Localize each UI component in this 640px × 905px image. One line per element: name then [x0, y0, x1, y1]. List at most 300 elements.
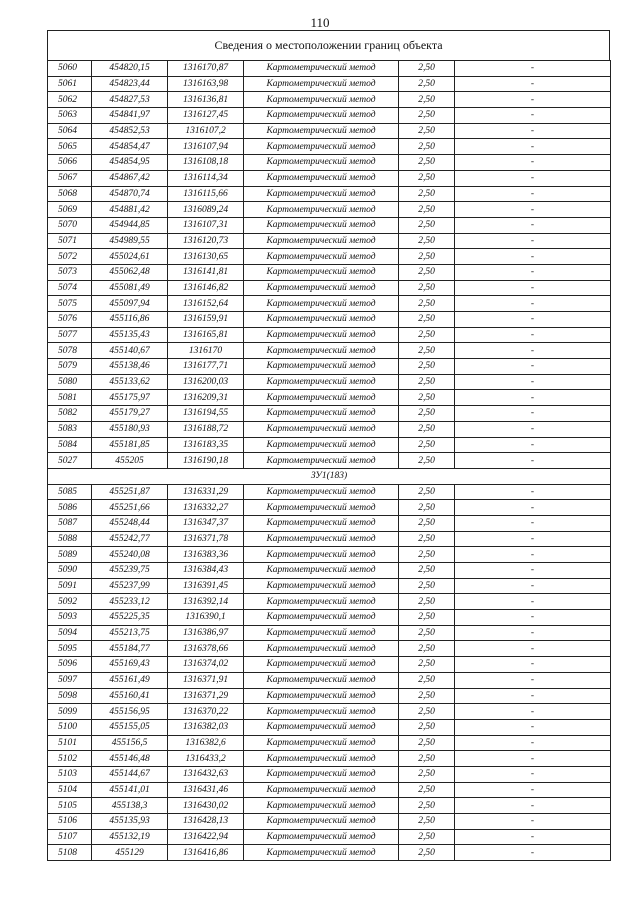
accuracy-cell: 2,50	[399, 672, 455, 688]
y-coordinate-cell: 1316177,71	[168, 359, 244, 375]
method-cell: Картометрический метод	[244, 437, 399, 453]
accuracy-cell: 2,50	[399, 108, 455, 124]
x-coordinate-cell: 454867,42	[92, 170, 168, 186]
table-row	[48, 531, 611, 547]
x-coordinate-cell: 454870,74	[92, 186, 168, 202]
table-row	[48, 390, 611, 406]
x-coordinate-cell: 455135,43	[92, 327, 168, 343]
method-cell: Картометрический метод	[244, 312, 399, 328]
point-number-cell: 5063	[48, 108, 92, 124]
method-cell: Картометрический метод	[244, 641, 399, 657]
method-cell: Картометрический метод	[244, 484, 399, 500]
table-row	[48, 327, 611, 343]
point-number-cell: 5092	[48, 594, 92, 610]
accuracy-cell: 2,50	[399, 343, 455, 359]
point-number-cell: 5084	[48, 437, 92, 453]
accuracy-cell: 2,50	[399, 406, 455, 422]
method-cell: Картометрический метод	[244, 123, 399, 139]
table-row	[48, 563, 611, 579]
accuracy-cell: 2,50	[399, 594, 455, 610]
note-cell: -	[455, 500, 611, 516]
note-cell: -	[455, 829, 611, 845]
accuracy-cell: 2,50	[399, 264, 455, 280]
method-cell: Картометрический метод	[244, 751, 399, 767]
point-number-cell: 5060	[48, 61, 92, 77]
table-row	[48, 641, 611, 657]
table-row	[48, 76, 611, 92]
point-number-cell: 5085	[48, 484, 92, 500]
accuracy-cell: 2,50	[399, 249, 455, 265]
note-cell: -	[455, 515, 611, 531]
method-cell: Картометрический метод	[244, 453, 399, 469]
method-cell: Картометрический метод	[244, 155, 399, 171]
point-number-cell: 5064	[48, 123, 92, 139]
boundary-document	[47, 30, 610, 861]
y-coordinate-cell: 1316382,6	[168, 735, 244, 751]
table-row	[48, 798, 611, 814]
point-number-cell: 5108	[48, 845, 92, 861]
note-cell: -	[455, 217, 611, 233]
note-cell: -	[455, 578, 611, 594]
point-number-cell: 5082	[48, 406, 92, 422]
x-coordinate-cell: 455081,49	[92, 280, 168, 296]
table-row	[48, 123, 611, 139]
accuracy-cell: 2,50	[399, 123, 455, 139]
accuracy-cell: 2,50	[399, 453, 455, 469]
note-cell: -	[455, 123, 611, 139]
note-cell: -	[455, 672, 611, 688]
accuracy-cell: 2,50	[399, 280, 455, 296]
table-row	[48, 186, 611, 202]
table-row	[48, 500, 611, 516]
table-row	[48, 249, 611, 265]
accuracy-cell: 2,50	[399, 327, 455, 343]
y-coordinate-cell: 1316170,87	[168, 61, 244, 77]
point-number-cell: 5086	[48, 500, 92, 516]
table-row	[48, 108, 611, 124]
note-cell: -	[455, 704, 611, 720]
point-number-cell: 5080	[48, 374, 92, 390]
note-cell: -	[455, 751, 611, 767]
y-coordinate-cell: 1316089,24	[168, 202, 244, 218]
note-cell: -	[455, 186, 611, 202]
y-coordinate-cell: 1316194,55	[168, 406, 244, 422]
table-row	[48, 625, 611, 641]
method-cell: Картометрический метод	[244, 280, 399, 296]
point-number-cell: 5073	[48, 264, 92, 280]
accuracy-cell: 2,50	[399, 421, 455, 437]
y-coordinate-cell: 1316188,72	[168, 421, 244, 437]
accuracy-cell: 2,50	[399, 782, 455, 798]
x-coordinate-cell: 455138,46	[92, 359, 168, 375]
y-coordinate-cell: 1316428,13	[168, 814, 244, 830]
y-coordinate-cell: 1316146,82	[168, 280, 244, 296]
x-coordinate-cell: 455160,41	[92, 688, 168, 704]
table-row	[48, 515, 611, 531]
table-row	[48, 61, 611, 77]
note-cell: -	[455, 814, 611, 830]
table-row	[48, 296, 611, 312]
method-cell: Картометрический метод	[244, 343, 399, 359]
note-cell: -	[455, 280, 611, 296]
note-cell: -	[455, 249, 611, 265]
x-coordinate-cell: 454989,55	[92, 233, 168, 249]
note-cell: -	[455, 453, 611, 469]
method-cell: Картометрический метод	[244, 233, 399, 249]
method-cell: Картометрический метод	[244, 766, 399, 782]
table-row	[48, 170, 611, 186]
table-row	[48, 829, 611, 845]
x-coordinate-cell: 455097,94	[92, 296, 168, 312]
note-cell: -	[455, 359, 611, 375]
x-coordinate-cell: 455248,44	[92, 515, 168, 531]
table-body	[48, 61, 611, 861]
y-coordinate-cell: 1316127,45	[168, 108, 244, 124]
note-cell: -	[455, 845, 611, 861]
method-cell: Картометрический метод	[244, 406, 399, 422]
note-cell: -	[455, 547, 611, 563]
point-number-cell: 5069	[48, 202, 92, 218]
x-coordinate-cell: 455116,86	[92, 312, 168, 328]
x-coordinate-cell: 455205	[92, 453, 168, 469]
point-number-cell: 5074	[48, 280, 92, 296]
method-cell: Картометрический метод	[244, 719, 399, 735]
x-coordinate-cell: 455233,12	[92, 594, 168, 610]
point-number-cell: 5062	[48, 92, 92, 108]
method-cell: Картометрический метод	[244, 563, 399, 579]
y-coordinate-cell: 1316107,31	[168, 217, 244, 233]
page-number: 110	[310, 15, 330, 30]
table-row	[48, 155, 611, 171]
point-number-cell: 5088	[48, 531, 92, 547]
point-number-cell: 5102	[48, 751, 92, 767]
table-row	[48, 233, 611, 249]
note-cell: -	[455, 610, 611, 626]
point-number-cell: 5070	[48, 217, 92, 233]
accuracy-cell: 2,50	[399, 610, 455, 626]
note-cell: -	[455, 92, 611, 108]
method-cell: Картометрический метод	[244, 515, 399, 531]
point-number-cell: 5075	[48, 296, 92, 312]
table-row	[48, 610, 611, 626]
y-coordinate-cell: 1316331,29	[168, 484, 244, 500]
y-coordinate-cell: 1316141,81	[168, 264, 244, 280]
note-cell: -	[455, 61, 611, 77]
y-coordinate-cell: 1316209,31	[168, 390, 244, 406]
note-cell: -	[455, 170, 611, 186]
accuracy-cell: 2,50	[399, 578, 455, 594]
accuracy-cell: 2,50	[399, 296, 455, 312]
note-cell: -	[455, 76, 611, 92]
method-cell: Картометрический метод	[244, 202, 399, 218]
y-coordinate-cell: 1316347,37	[168, 515, 244, 531]
note-cell: -	[455, 139, 611, 155]
method-cell: Картометрический метод	[244, 578, 399, 594]
y-coordinate-cell: 1316190,18	[168, 453, 244, 469]
point-number-cell: 5068	[48, 186, 92, 202]
accuracy-cell: 2,50	[399, 766, 455, 782]
accuracy-cell: 2,50	[399, 139, 455, 155]
y-coordinate-cell: 1316384,43	[168, 563, 244, 579]
note-cell: -	[455, 437, 611, 453]
y-coordinate-cell: 1316371,29	[168, 688, 244, 704]
x-coordinate-cell: 455179,27	[92, 406, 168, 422]
point-number-cell: 5096	[48, 657, 92, 673]
point-number-cell: 5099	[48, 704, 92, 720]
method-cell: Картометрический метод	[244, 327, 399, 343]
x-coordinate-cell: 455169,43	[92, 657, 168, 673]
accuracy-cell: 2,50	[399, 500, 455, 516]
note-cell: -	[455, 782, 611, 798]
table-row	[48, 594, 611, 610]
x-coordinate-cell: 455180,93	[92, 421, 168, 437]
x-coordinate-cell: 455175,97	[92, 390, 168, 406]
point-number-cell: 5083	[48, 421, 92, 437]
x-coordinate-cell: 455251,87	[92, 484, 168, 500]
method-cell: Картометрический метод	[244, 217, 399, 233]
y-coordinate-cell: 1316159,91	[168, 312, 244, 328]
note-cell: -	[455, 312, 611, 328]
accuracy-cell: 2,50	[399, 312, 455, 328]
method-cell: Картометрический метод	[244, 594, 399, 610]
y-coordinate-cell: 1316165,81	[168, 327, 244, 343]
accuracy-cell: 2,50	[399, 563, 455, 579]
method-cell: Картометрический метод	[244, 374, 399, 390]
point-number-cell: 5101	[48, 735, 92, 751]
table-row	[48, 312, 611, 328]
method-cell: Картометрический метод	[244, 108, 399, 124]
method-cell: Картометрический метод	[244, 296, 399, 312]
y-coordinate-cell: 1316432,63	[168, 766, 244, 782]
accuracy-cell: 2,50	[399, 798, 455, 814]
y-coordinate-cell: 1316114,34	[168, 170, 244, 186]
method-cell: Картометрический метод	[244, 782, 399, 798]
table-row	[48, 735, 611, 751]
x-coordinate-cell: 455237,99	[92, 578, 168, 594]
table-row	[48, 704, 611, 720]
accuracy-cell: 2,50	[399, 845, 455, 861]
accuracy-cell: 2,50	[399, 829, 455, 845]
table-row	[48, 217, 611, 233]
note-cell: -	[455, 406, 611, 422]
method-cell: Картометрический метод	[244, 657, 399, 673]
y-coordinate-cell: 1316383,36	[168, 547, 244, 563]
accuracy-cell: 2,50	[399, 170, 455, 186]
table-row	[48, 484, 611, 500]
accuracy-cell: 2,50	[399, 155, 455, 171]
y-coordinate-cell: 1316386,97	[168, 625, 244, 641]
accuracy-cell: 2,50	[399, 484, 455, 500]
accuracy-cell: 2,50	[399, 688, 455, 704]
method-cell: Картометрический метод	[244, 625, 399, 641]
y-coordinate-cell: 1316115,66	[168, 186, 244, 202]
x-coordinate-cell: 455062,48	[92, 264, 168, 280]
point-number-cell: 5089	[48, 547, 92, 563]
y-coordinate-cell: 1316130,65	[168, 249, 244, 265]
accuracy-cell: 2,50	[399, 814, 455, 830]
point-number-cell: 5106	[48, 814, 92, 830]
note-cell: -	[455, 296, 611, 312]
x-coordinate-cell: 455141,01	[92, 782, 168, 798]
accuracy-cell: 2,50	[399, 531, 455, 547]
y-coordinate-cell: 1316107,2	[168, 123, 244, 139]
y-coordinate-cell: 1316416,86	[168, 845, 244, 861]
point-number-cell: 5072	[48, 249, 92, 265]
note-cell: -	[455, 766, 611, 782]
note-cell: -	[455, 531, 611, 547]
y-coordinate-cell: 1316374,02	[168, 657, 244, 673]
note-cell: -	[455, 719, 611, 735]
y-coordinate-cell: 1316391,45	[168, 578, 244, 594]
x-coordinate-cell: 455181,85	[92, 437, 168, 453]
table-row	[48, 280, 611, 296]
x-coordinate-cell: 455240,08	[92, 547, 168, 563]
method-cell: Картометрический метод	[244, 139, 399, 155]
y-coordinate-cell: 1316108,18	[168, 155, 244, 171]
table-row	[48, 264, 611, 280]
x-coordinate-cell: 454820,15	[92, 61, 168, 77]
point-number-cell: 5090	[48, 563, 92, 579]
point-number-cell: 5095	[48, 641, 92, 657]
x-coordinate-cell: 455144,67	[92, 766, 168, 782]
point-number-cell: 5078	[48, 343, 92, 359]
table-row	[48, 547, 611, 563]
table-row	[48, 751, 611, 767]
x-coordinate-cell: 455242,77	[92, 531, 168, 547]
x-coordinate-cell: 455251,66	[92, 500, 168, 516]
method-cell: Картометрический метод	[244, 390, 399, 406]
method-cell: Картометрический метод	[244, 249, 399, 265]
point-number-cell: 5077	[48, 327, 92, 343]
table-row	[48, 374, 611, 390]
point-number-cell: 5107	[48, 829, 92, 845]
x-coordinate-cell: 455129	[92, 845, 168, 861]
note-cell: -	[455, 108, 611, 124]
table-row	[48, 766, 611, 782]
x-coordinate-cell: 455225,35	[92, 610, 168, 626]
point-number-cell: 5104	[48, 782, 92, 798]
point-number-cell: 5067	[48, 170, 92, 186]
note-cell: -	[455, 374, 611, 390]
point-number-cell: 5076	[48, 312, 92, 328]
x-coordinate-cell: 455133,62	[92, 374, 168, 390]
x-coordinate-cell: 455146,48	[92, 751, 168, 767]
method-cell: Картометрический метод	[244, 845, 399, 861]
note-cell: -	[455, 798, 611, 814]
y-coordinate-cell: 1316431,46	[168, 782, 244, 798]
point-number-cell: 5100	[48, 719, 92, 735]
x-coordinate-cell: 455156,5	[92, 735, 168, 751]
table-row	[48, 845, 611, 861]
note-cell: -	[455, 625, 611, 641]
y-coordinate-cell: 1316200,03	[168, 374, 244, 390]
point-number-cell: 5097	[48, 672, 92, 688]
method-cell: Картометрический метод	[244, 92, 399, 108]
y-coordinate-cell: 1316371,91	[168, 672, 244, 688]
point-number-cell: 5105	[48, 798, 92, 814]
accuracy-cell: 2,50	[399, 719, 455, 735]
x-coordinate-cell: 454852,53	[92, 123, 168, 139]
x-coordinate-cell: 455184,77	[92, 641, 168, 657]
point-number-cell: 5081	[48, 390, 92, 406]
point-number-cell: 5093	[48, 610, 92, 626]
x-coordinate-cell: 455135,93	[92, 814, 168, 830]
table-row	[48, 343, 611, 359]
method-cell: Картометрический метод	[244, 359, 399, 375]
accuracy-cell: 2,50	[399, 61, 455, 77]
y-coordinate-cell: 1316107,94	[168, 139, 244, 155]
note-cell: -	[455, 735, 611, 751]
note-cell: -	[455, 688, 611, 704]
note-cell: -	[455, 327, 611, 343]
y-coordinate-cell: 1316332,27	[168, 500, 244, 516]
point-number-cell: 5094	[48, 625, 92, 641]
note-cell: -	[455, 202, 611, 218]
y-coordinate-cell: 1316382,03	[168, 719, 244, 735]
table-row	[48, 359, 611, 375]
table-row	[48, 421, 611, 437]
table-row	[48, 782, 611, 798]
x-coordinate-cell: 454944,85	[92, 217, 168, 233]
note-cell: -	[455, 390, 611, 406]
point-number-cell: 5091	[48, 578, 92, 594]
y-coordinate-cell: 1316422,94	[168, 829, 244, 845]
y-coordinate-cell: 1316183,35	[168, 437, 244, 453]
x-coordinate-cell: 455156,95	[92, 704, 168, 720]
accuracy-cell: 2,50	[399, 186, 455, 202]
x-coordinate-cell: 455024,61	[92, 249, 168, 265]
table-title: Сведения о местоположении границ объекта	[47, 30, 610, 60]
method-cell: Картометрический метод	[244, 672, 399, 688]
table-row	[48, 406, 611, 422]
method-cell: Картометрический метод	[244, 610, 399, 626]
table-row	[48, 92, 611, 108]
section-label: ЗУ1(183)	[48, 468, 611, 484]
note-cell: -	[455, 233, 611, 249]
point-number-cell: 5071	[48, 233, 92, 249]
accuracy-cell: 2,50	[399, 76, 455, 92]
x-coordinate-cell: 455239,75	[92, 563, 168, 579]
accuracy-cell: 2,50	[399, 233, 455, 249]
y-coordinate-cell: 1316430,02	[168, 798, 244, 814]
note-cell: -	[455, 641, 611, 657]
x-coordinate-cell: 454854,47	[92, 139, 168, 155]
coordinates-table	[47, 60, 611, 861]
accuracy-cell: 2,50	[399, 374, 455, 390]
point-number-cell: 5066	[48, 155, 92, 171]
table-row	[48, 139, 611, 155]
table-row	[48, 672, 611, 688]
method-cell: Картометрический метод	[244, 735, 399, 751]
y-coordinate-cell: 1316170	[168, 343, 244, 359]
table-row	[48, 437, 611, 453]
point-number-cell: 5103	[48, 766, 92, 782]
x-coordinate-cell: 455155,05	[92, 719, 168, 735]
x-coordinate-cell: 455140,67	[92, 343, 168, 359]
accuracy-cell: 2,50	[399, 359, 455, 375]
accuracy-cell: 2,50	[399, 704, 455, 720]
accuracy-cell: 2,50	[399, 625, 455, 641]
table-row	[48, 719, 611, 735]
table-row	[48, 688, 611, 704]
method-cell: Картометрический метод	[244, 704, 399, 720]
section-row	[48, 468, 611, 484]
accuracy-cell: 2,50	[399, 735, 455, 751]
point-number-cell: 5087	[48, 515, 92, 531]
table-row	[48, 202, 611, 218]
note-cell: -	[455, 563, 611, 579]
y-coordinate-cell: 1316390,1	[168, 610, 244, 626]
